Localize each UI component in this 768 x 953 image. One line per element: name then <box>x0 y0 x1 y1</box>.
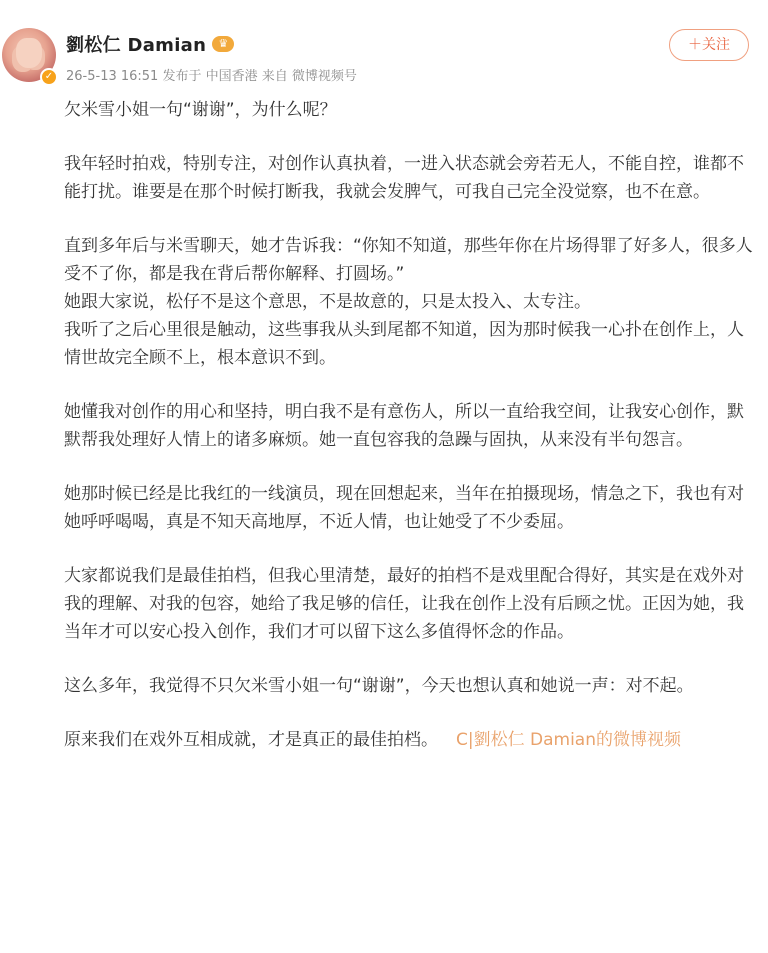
paragraph-5: 大家都说我们是最佳拍档，但我心里清楚，最好的拍档不是戏里配合得好，其实是在戏外对我的理解、对我的包容，她给了我足够的信任，让我在创作上没有后顾之忧。正因为她，我当年才可以安心投入创作，我们才可以留下这么多值得怀念的作品。 <box>64 566 744 642</box>
paragraph-6: 这么多年，我觉得不只欠米雪小姐一句“谢谢”，今天也想认真和她说一声：对不起。 <box>64 676 694 696</box>
paragraph-2a: 直到多年后与米雪聊天，她才告诉我：“你知不知道，那些年你在片场得罪了好多人，很多人受不了你，都是我在背后帮你解释、打圆场。” <box>64 236 753 284</box>
video-watermark: C|劉松仁 Damian的微博视频 <box>456 730 681 750</box>
paragraph-7 <box>64 726 754 754</box>
paragraph-2b: 她跟大家说，松仔不是这个意思，不是故意的，只是太投入、太专注。 <box>64 292 591 312</box>
crown-icon: ♛ <box>212 36 234 52</box>
name-row <box>66 32 234 56</box>
avatar-hand-image <box>16 38 42 68</box>
paragraph-3: 她懂我对创作的用心和坚持，明白我不是有意伤人，所以一直给我空间，让我安心创作，默默帮我处理好人情上的诸多麻烦。她一直包容我的急躁与固执，从来没有半句怨言。 <box>64 402 744 450</box>
post-title: 欠米雪小姐一句“谢谢”，为什么呢？ <box>64 100 337 120</box>
closing-line: 原来我们在戏外互相成就，才是真正的最佳拍档。 <box>64 730 438 750</box>
follow-button[interactable]: ＋关注 <box>669 29 749 61</box>
post-header <box>0 0 768 100</box>
post-body <box>64 96 754 754</box>
paragraph-2c: 我听了之后心里很是触动，这些事我从头到尾都不知道，因为那时候我一心扑在创作上，人情世故完全顾不上，根本意识不到。 <box>64 320 744 368</box>
paragraph-4: 她那时候已经是比我红的一线演员，现在回想起来，当年在拍摄现场，情急之下，我也有对她呼呼喝喝，真是不知天高地厚，不近人情，也让她受了不少委屈。 <box>64 484 744 532</box>
post-meta: 26-5-13 16:51 发布于 中国香港 来自 微博视频号 <box>66 69 357 84</box>
paragraph-1: 我年轻时拍戏，特别专注，对创作认真执着，一进入状态就会旁若无人，不能自控，谁都不能打扰。谁要是在那个时候打断我，我就会发脾气，可我自己完全没觉察，也不在意。 <box>64 154 744 202</box>
verified-badge-icon: ✓ <box>40 68 58 86</box>
username[interactable]: 劉松仁 Damian <box>66 35 207 56</box>
